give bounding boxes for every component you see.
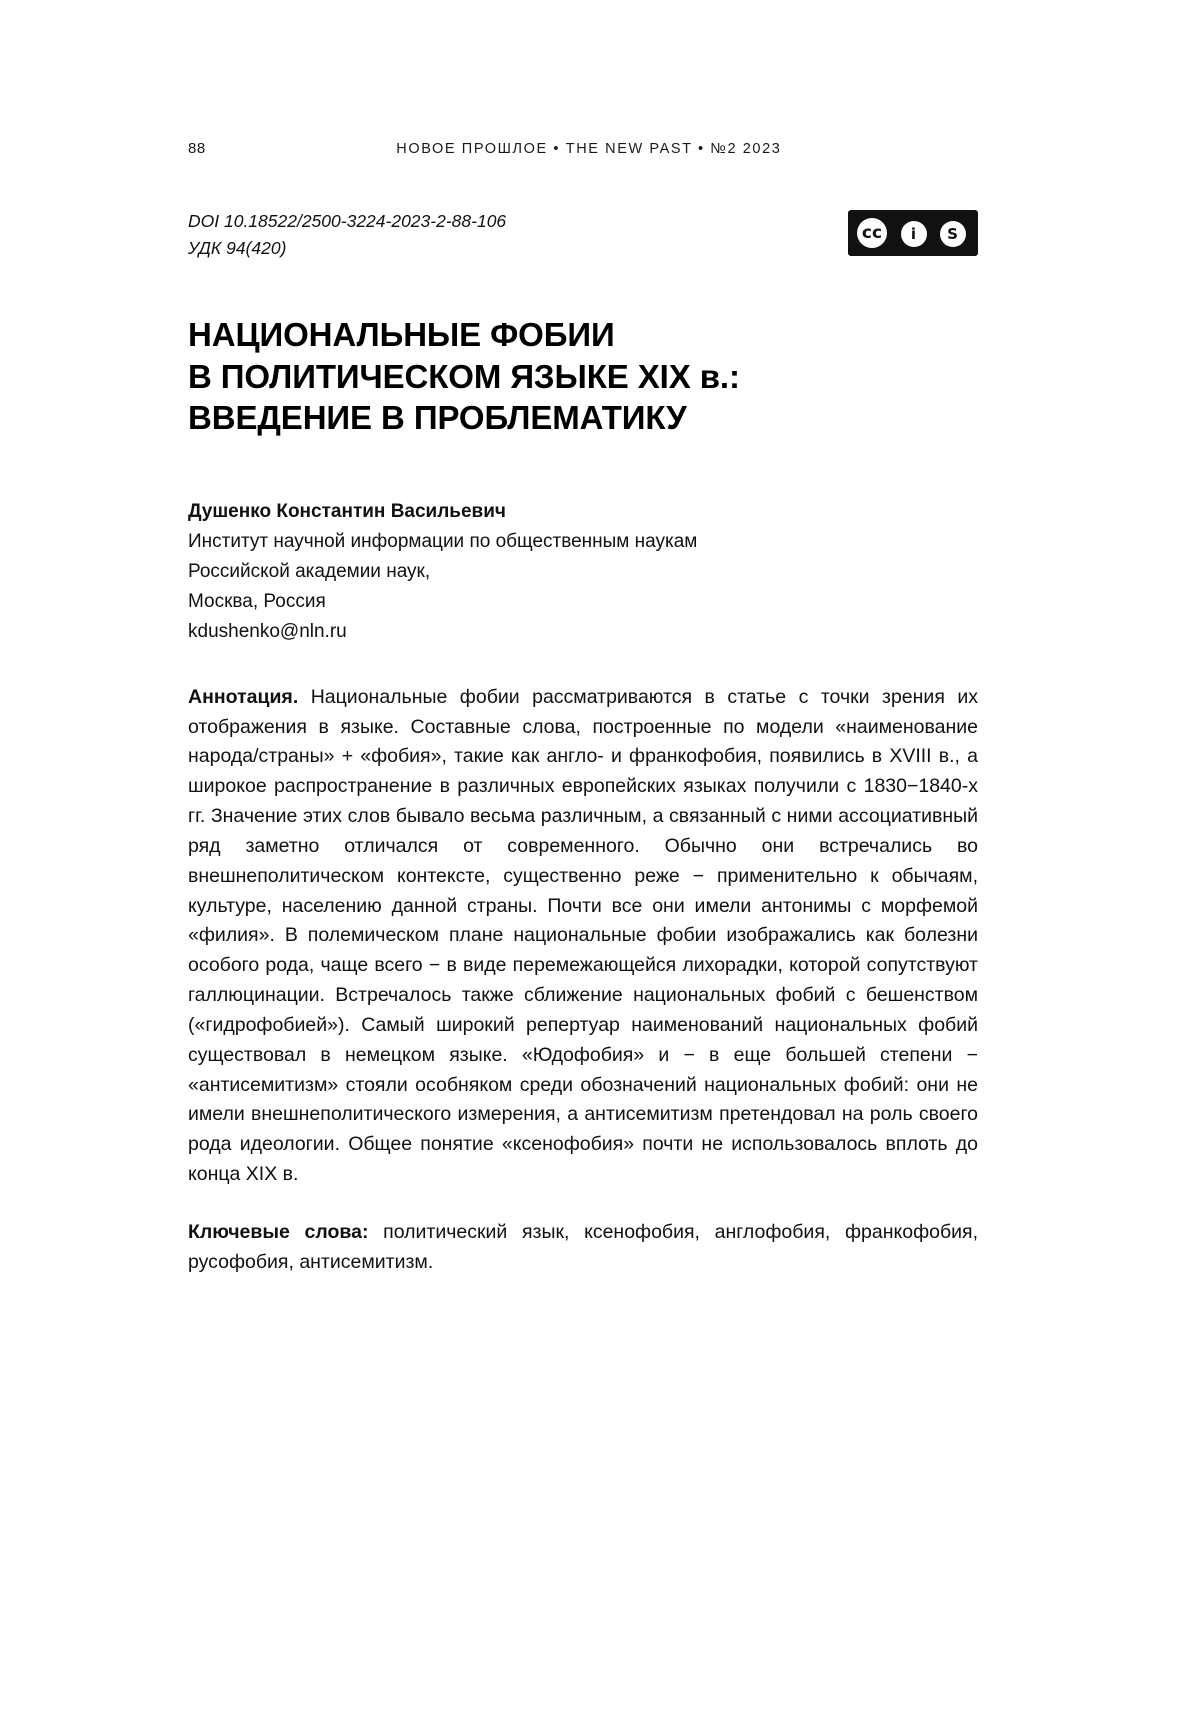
abstract-paragraph: [188, 683, 978, 1190]
cc-by-label: BY: [907, 257, 920, 266]
page-content: [188, 140, 978, 1297]
article-title: [188, 314, 978, 439]
author-affiliation-line-2: Российской академии наук,: [188, 560, 431, 582]
article-title-line-1: НАЦИОНАЛЬНЫЕ ФОБИИ: [188, 316, 615, 353]
abstract-label: Аннотация.: [188, 685, 299, 708]
cc-by-glyph: i: [901, 221, 927, 247]
doi-text: DOI 10.18522/2500-3224-2023-2-88-106: [188, 211, 507, 231]
udk-text: УДК 94(420): [188, 237, 287, 258]
cc-nc-icon: [940, 211, 966, 266]
page-number: 88: [188, 140, 206, 157]
keywords-label: Ключевые слова:: [188, 1220, 369, 1243]
author-location: Москва, Россия: [188, 590, 326, 612]
author-email[interactable]: kdushenko@nln.ru: [188, 620, 347, 642]
abstract-text: Национальные фобии рассматриваются в статье с точки зрения их отображения в языке. Составные слова, построенные по модели «наименование народа/страны» + «фобия», такие как англо- и франкофобия, появились в XVIII в., а широкое распространение в различных европейских языках получили с 1830−1840-х гг. Значение этих слов бывало весьма различным, а связанный с ними ассоциативный ряд заметно отличался от современного. Обычно они встречались во внешнеполитическом контексте, существенно реже − применительно к обычаям, культуре, населению данной страны. Почти все они имели антонимы с морфемой «филия». В полемическом плане национальные фобии изображались как болезни особого рода, чаще всего − в виде перемежающейся лихорадки, которой сопутствуют галлюцинации. Встречалось также сближение национальных фобий с бешенством («гидрофобией»). Самый широкий репертуар наименований национальных фобий существовал в немецком языке. «Юдофобия» и − в еще большей степени − «антисемитизм» стояли особняком среди обозначений национальных фобий: они не имели внешнеполитического измерения, а антисемитизм претендовал на роль своего рода идеологии. Общее понятие «ксенофобия» почти не использовалось вплоть до конца XIX в.: [188, 685, 978, 1186]
cc-nc-label: NC: [946, 257, 959, 266]
author-name: Душенко Константин Васильевич: [188, 500, 506, 522]
cc-nc-glyph: S: [940, 221, 966, 247]
cc-terms: [894, 212, 976, 266]
keywords-text: политический язык, ксенофобия, англофобия, франкофобия, русофобия, антисемитизм.: [188, 1220, 978, 1273]
article-title-line-2: В ПОЛИТИЧЕСКОМ ЯЗЫКЕ XIX в.:: [188, 357, 740, 395]
identifier-row: [188, 208, 978, 270]
cc-by-icon: [901, 211, 927, 266]
cc-logo-icon: [850, 212, 894, 254]
cc-circle-icon: cc: [857, 218, 887, 248]
running-head: [188, 140, 978, 162]
keywords-paragraph: [188, 1218, 978, 1278]
article-title-line-3: ВВЕДЕНИЕ В ПРОБЛЕМАТИКУ: [188, 399, 687, 437]
creative-commons-badge: [848, 210, 978, 266]
author-block: [188, 497, 978, 647]
journal-title: НОВОЕ ПРОШЛОЕ • THE NEW PAST • №2 2023: [396, 141, 782, 157]
author-affiliation-line-1: Институт научной информации по общественным наукам: [188, 530, 698, 552]
